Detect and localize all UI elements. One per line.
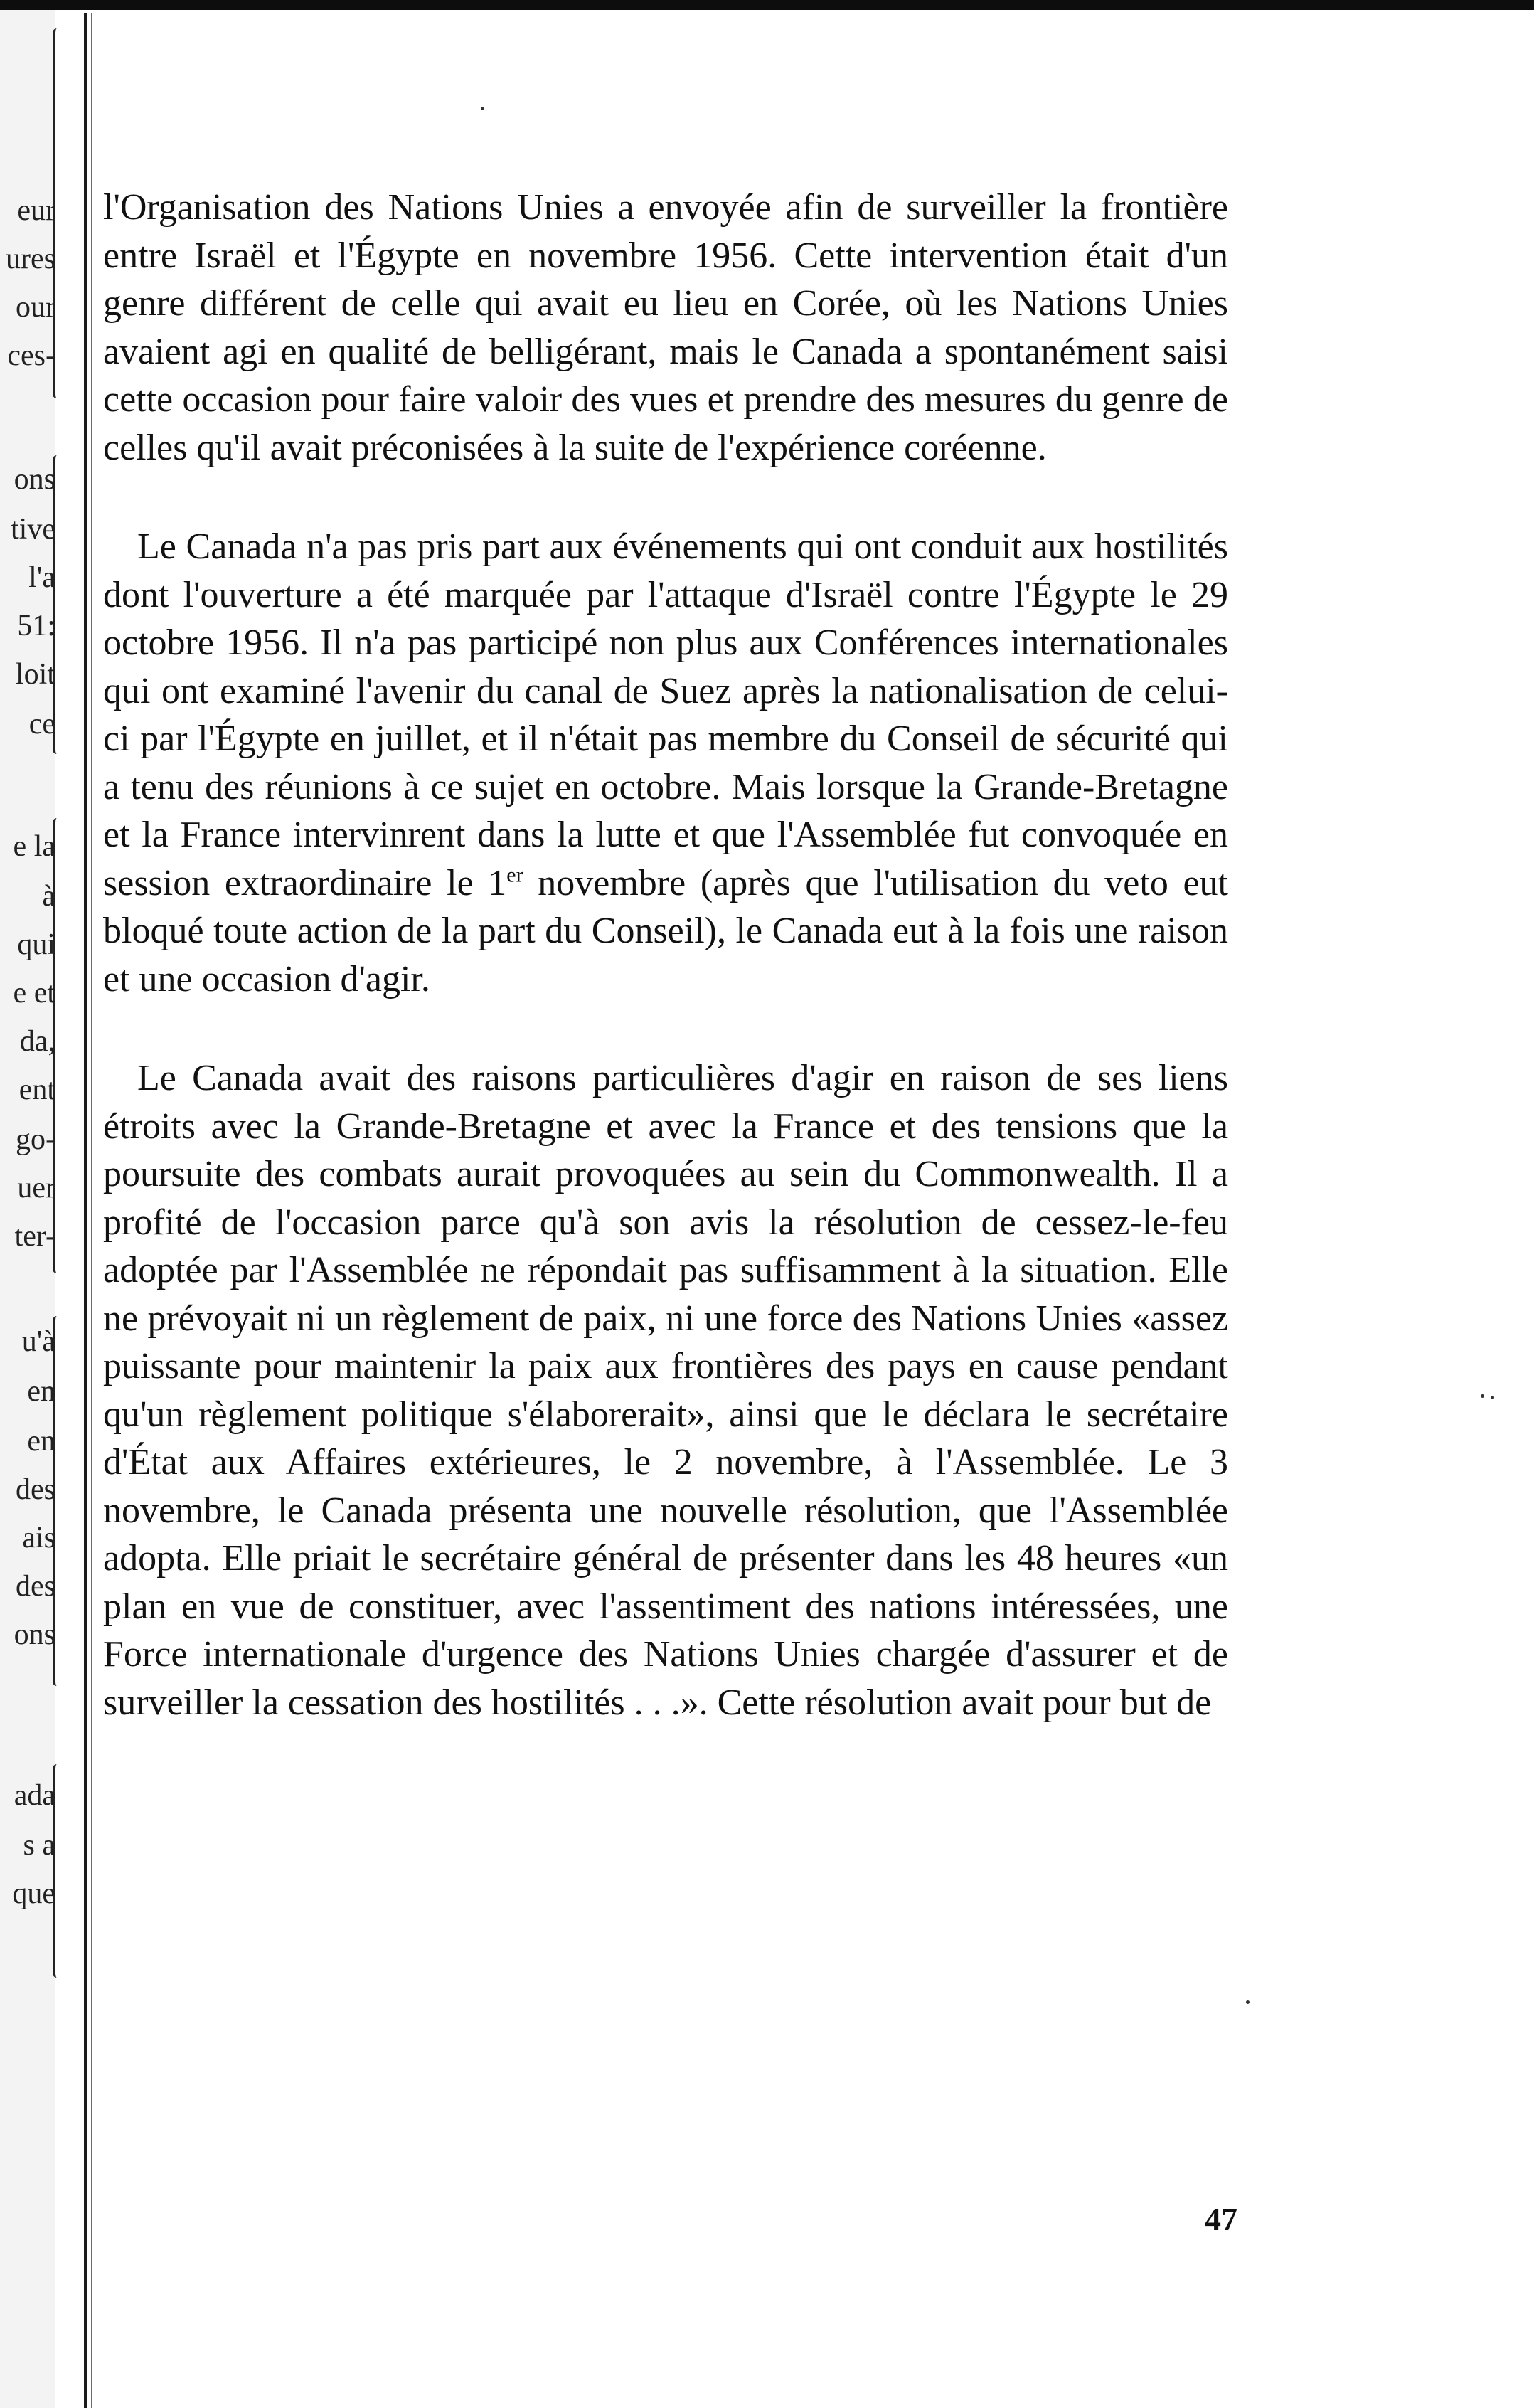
- ordinal-superscript: er: [506, 863, 523, 887]
- page-number: 47: [1205, 2201, 1237, 2237]
- margin-fragment: eur: [17, 194, 55, 227]
- margin-fragment: u'à: [21, 1325, 55, 1358]
- margin-fragment: ons: [14, 1618, 55, 1651]
- paragraph-2: [103, 523, 1228, 1003]
- body-text: [103, 184, 1228, 1727]
- margin-fragment: ces-: [7, 339, 55, 372]
- paragraph-2-text-cont: novembre (après que l'utilisation du veto eut bloqué toute action de la part du Conseil), le Canada eut à la fois une raison et une occasion d'agir.: [103, 862, 1228, 999]
- facing-page-bracket: [53, 28, 63, 398]
- margin-fragment: s a: [23, 1829, 55, 1862]
- margin-fragment: ada: [14, 1779, 55, 1812]
- margin-fragment: ent: [18, 1073, 55, 1106]
- margin-fragment: en: [27, 1425, 55, 1458]
- facing-page-bracket: [53, 455, 63, 754]
- margin-fragment: à: [42, 880, 55, 913]
- margin-fragment: e la: [13, 830, 55, 863]
- margin-fragment: des: [16, 1570, 55, 1603]
- margin-fragment: que: [12, 1877, 55, 1910]
- margin-fragment: ais: [22, 1522, 55, 1554]
- margin-fragment: ons: [14, 463, 55, 496]
- facing-page-bracket: [53, 1764, 63, 1978]
- margin-fragment: 51:: [17, 610, 55, 642]
- paragraph-2-text: Le Canada n'a pas pris part aux événements qui ont conduit aux hostilités dont l'ouverture a été marquée par l'attaque d'Israël contre l'Égypte le 29 octobre 1956. Il n'a pas participé non plus aux Conférences internationales qui ont examiné l'avenir du canal de Suez après la nationalisation de celui-ci par l'Égypte en juillet, et il n'était pas membre du Conseil de sécurité qui a tenu des réunions à ce sujet en octobre. Mais lorsque la Grande-Bretagne et la France intervinrent dans la lutte et que l'Assemblée fut convoquée en session extraordinaire le 1: [103, 526, 1228, 903]
- book-spine-shadow: [91, 13, 92, 2408]
- facing-page-bracket: [53, 818, 63, 1273]
- scan-speck: [1491, 1396, 1494, 1399]
- margin-fragment: go-: [16, 1123, 55, 1156]
- scan-speck: [1481, 1394, 1484, 1398]
- margin-fragment: ures: [6, 243, 55, 275]
- margin-fragment: da,: [19, 1025, 55, 1058]
- facing-page-bracket: [53, 1316, 63, 1686]
- margin-fragment: our: [16, 291, 55, 324]
- margin-fragment: l'a: [28, 561, 55, 594]
- margin-fragment: ter-: [14, 1220, 55, 1253]
- paragraph-1: l'Organisation des Nations Unies a envoyée afin de surveiller la frontière entre Israël et l'Égypte en novembre 1956. Cette intervention était d'un genre différent de celle qui avait eu lieu en Corée, où les Nations Unies avaient agi en qualité de belligérant, mais le Canada a spontanément saisi cette occasion pour faire valoir des vues et prendre des mesures du genre de celles qu'il avait préconisées à la suite de l'expérience coréenne.: [103, 187, 1228, 468]
- margin-fragment: ce: [28, 708, 55, 741]
- margin-fragment: loit: [15, 658, 55, 691]
- margin-fragment: en: [27, 1375, 55, 1408]
- book-spine-line: [84, 13, 87, 2408]
- paragraph-3: Le Canada avait des raisons particulières d'agir en raison de ses liens étroits avec la Grande-Bretagne et avec la France et des tensions que la poursuite des combats aurait provoquées au sein du Commonwealth. Il a profité de l'occasion parce qu'à son avis la résolution de cessez-le-feu adoptée par l'Assemblée ne répondait pas suffisamment à la situation. Elle ne prévoyait ni un règlement de paix, ni une force des Nations Unies «assez puissante pour maintenir la paix aux frontières des pays en cause pendant qu'un règlement politique s'élaborerait», ainsi que le déclara le secrétaire d'État aux Affaires extérieures, le 2 novembre, à l'Assemblée. Le 3 novembre, le Canada présenta une nouvelle résolution, que l'Assemblée adopta. Elle priait le secrétaire général de présenter dans les 48 heures «un plan en vue de constituer, avec l'assentiment des nations intéressées, une Force internationale d'urgence des Nations Unies chargée d'assurer et de surveiller la cessation des hostilités . . .». Cette résolution avait pour but de: [103, 1058, 1228, 1723]
- scan-speck: [481, 107, 484, 110]
- margin-fragment: des: [16, 1473, 55, 1506]
- margin-fragment: e et: [13, 977, 55, 1009]
- margin-fragment: tive: [11, 513, 55, 546]
- margin-fragment: qui: [17, 928, 55, 961]
- margin-fragment: uer: [17, 1172, 55, 1204]
- page-top-edge: [0, 0, 1534, 10]
- scan-speck: [1246, 2000, 1250, 2004]
